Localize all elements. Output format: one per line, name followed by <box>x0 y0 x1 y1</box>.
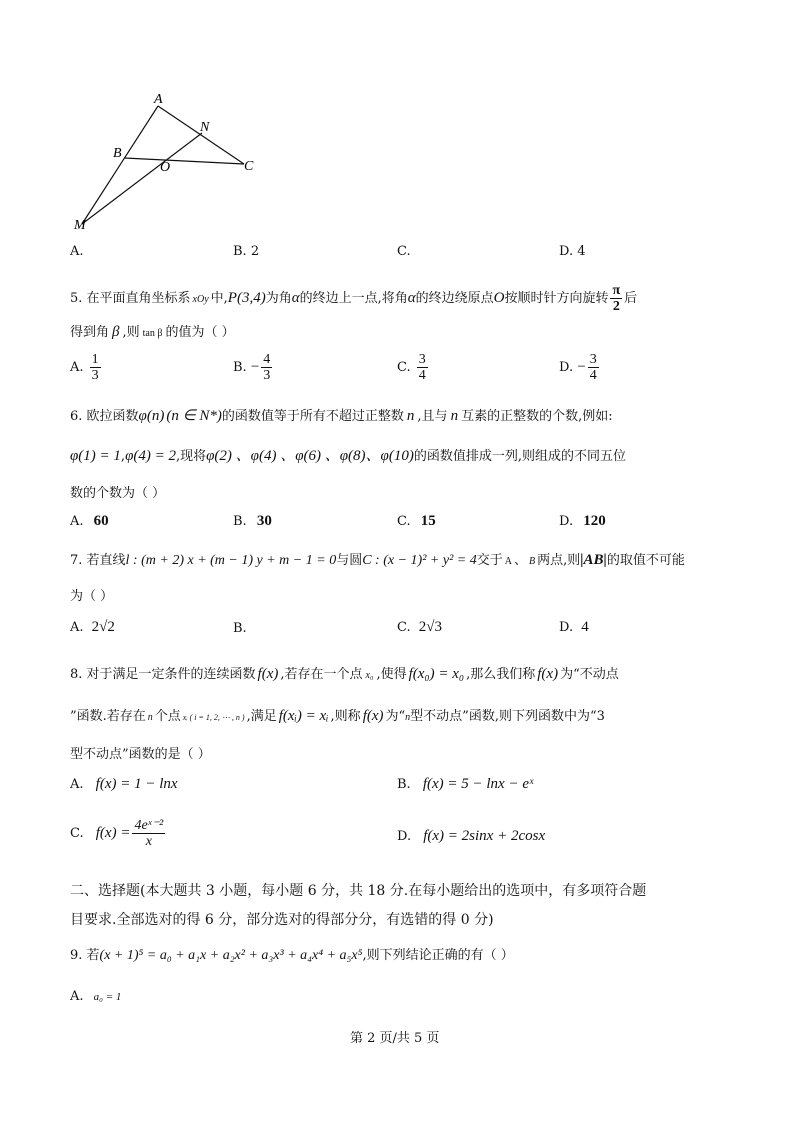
point-p: P(3,4) <box>227 290 266 306</box>
q5-stem-line2: 得到角 β ,则 tan β 的值为（ ） <box>70 324 235 340</box>
label-C: C <box>244 159 254 174</box>
q5-option-c: C. $\frac{3}{4}$ <box>397 352 426 383</box>
q4-option-a: A. <box>70 244 84 259</box>
q7-option-c: C. 2√3 <box>397 619 442 635</box>
label-A: A <box>154 92 163 107</box>
q7-option-a: A. 2√2 <box>70 619 115 635</box>
coord-system: xOy <box>192 294 209 305</box>
q8-stem-line3: 型不动点”函数的是（ ） <box>70 747 211 762</box>
label-O: O <box>160 160 171 175</box>
binomial-expansion: (x + 1)⁵ = a₀ + a₁x + a₂x² + a₃x³ + a₄x⁴ + a₅x⁵ <box>99 948 363 963</box>
section2-heading-line2: 目要求.全部选对的得 6 分，部分选对的得部分分，有选错的得 0 分) <box>70 912 494 928</box>
q7-stem-line2: 为（ ） <box>70 589 114 604</box>
q7-option-b: B. <box>233 621 247 636</box>
q4-option-b: B. 2 <box>233 244 260 259</box>
q7-option-d: D. 4 <box>559 619 589 635</box>
segment-am <box>82 106 158 224</box>
page-footer: 第 2 页/共 5 页 <box>350 1031 440 1046</box>
triangle-figure <box>70 88 270 238</box>
rotation-angle: $\frac{\pi}{2}$ <box>612 283 621 314</box>
segment-ac <box>158 106 244 164</box>
q6-stem-line3: 数的个数为（ ） <box>70 486 166 501</box>
q9-option-a: A. a₀ = 1 <box>70 989 122 1004</box>
q5-stem-line1: 5. 在平面直角坐标系 xOy 中,P(3,4)为角α的终边上一点,将角α的终边绕原点O按顺时针方向旋转 $\frac{\pi}{2}$ 后 <box>70 283 638 314</box>
label-B: B <box>113 146 122 161</box>
segment-mn <box>82 133 202 224</box>
q4-option-c: C. <box>397 244 411 259</box>
q6-option-a: A. 60 <box>70 513 109 529</box>
q8-stem-line2: ”函数.若存在 n 个点 xᵢ ( i = 1, 2, ⋯ , n ) ,满足 f(xᵢ) = xᵢ ,则称 f(x) 为“n型不动点”函数,则下列函数中为“3 <box>70 708 605 724</box>
q8-stem-line1: 8. 对于满足一定条件的连续函数 f(x) ,若存在一个点 x₀ ,使得 f(x₀) = x₀ ,那么我们称 f(x) 为“不动点 <box>70 666 619 682</box>
q6-stem-line1: 6. 欧拉函数φ(n) (n ∈ N*)的函数值等于所有不超过正整数 n ,且与 n 互素的正整数的个数,例如: <box>70 408 613 424</box>
q7-stem-line1: 7. 若直线l : (m + 2) x + (m − 1) y + m − 1 = 0与圆C : (x − 1)² + y² = 4交于 A 、 B 两点,则|AB|的取值不可能 <box>70 552 685 568</box>
q6-stem-line2: φ(1) = 1,φ(4) = 2,现将φ(2) 、φ(4) 、φ(6) 、φ(8)、φ(10)的函数值排成一列,则组成的不同五位 <box>70 448 626 464</box>
segment-bc <box>124 158 244 164</box>
label-M: M <box>74 218 86 233</box>
line-equation: l : (m + 2) x + (m − 1) y + m − 1 = 0 <box>125 553 337 568</box>
q8-option-c: C. f(x) = $\frac{\text{4eˣ⁻²}}{x}$ <box>70 818 164 849</box>
q9-stem-line1: 9. 若(x + 1)⁵ = a₀ + a₁x + a₂x² + a₃x³ + a₄x⁴ + a₅x⁵,则下列结论正确的有（ ） <box>70 948 514 963</box>
q6-option-d: D. 120 <box>559 513 606 529</box>
label-N: N <box>200 120 210 135</box>
q8-option-d: D. f(x) = 2sinx + 2cosx <box>397 828 546 844</box>
q5-option-a: A. $\frac{1}{3}$ <box>70 352 99 383</box>
section2-heading-line1: 二、选择题(本大题共 3 小题，每小题 6 分，共 18 分.在每小题给出的选项中，有多项符合题 <box>70 883 647 899</box>
q5-option-b: B. − $\frac{4}{3}$ <box>233 352 271 383</box>
circle-equation: C : (x − 1)² + y² = 4 <box>362 553 477 568</box>
q4-option-d: D. 4 <box>559 244 586 259</box>
q5-option-d: D. − $\frac{3}{4}$ <box>559 352 597 383</box>
q8-option-a: A. f(x) = 1 − lnx <box>70 776 178 792</box>
q6-option-b: B. 30 <box>233 513 272 529</box>
q8-option-b: B. f(x) = 5 − lnx − eˣ <box>397 776 534 792</box>
q6-option-c: C. 15 <box>397 513 436 529</box>
